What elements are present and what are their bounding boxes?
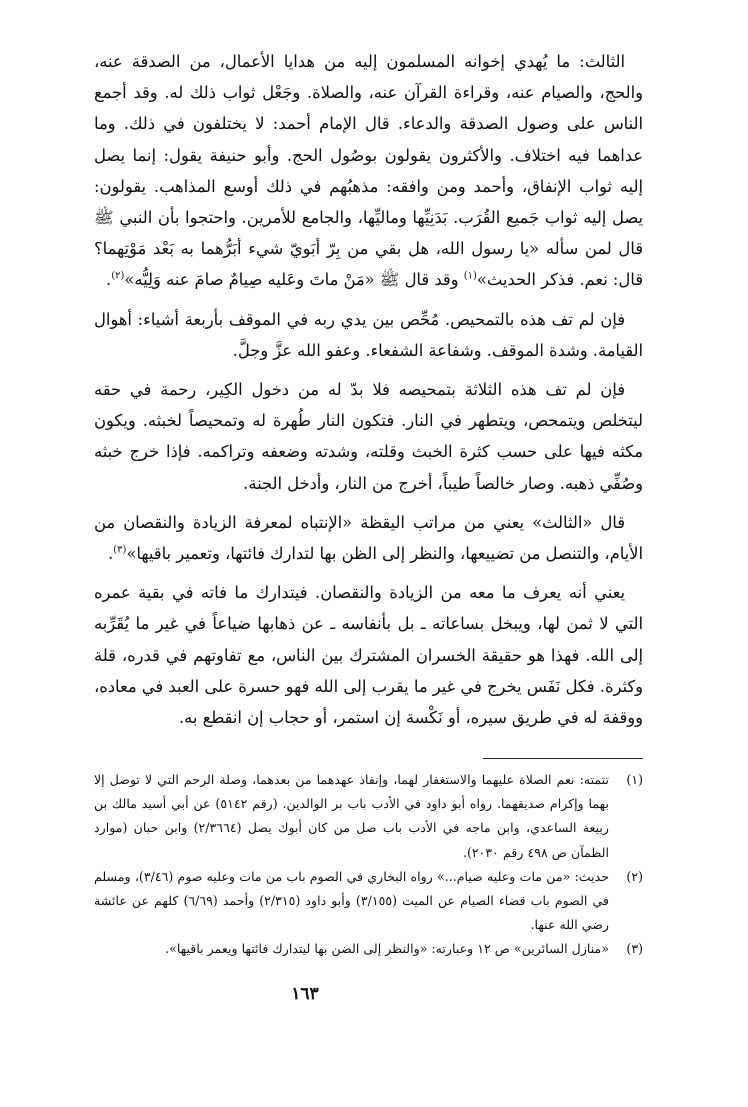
- footnote-number: (٣): [626, 941, 643, 957]
- footnote-divider: [483, 758, 643, 759]
- paragraph-3: فإن لم تف هذه الثلاثة بتمحيصه فلا بدّ له من دخول الكِير، رحمة في حقه ليتخلص ويتمحص، ويتطهر في النار. فتكون النار طُهرة له وتمحيصاً لخبثه. ويكون مكثه فيها على حسب كثرة الخبث وقلته، وشدته وضعفه وتراكمه. فإذا خرج خبثه وصُفِّي ذهبه. وصار خالصاً طيباً، أخرج من النار، وأدخل الجنة.: [94, 380, 643, 493]
- page-number: ١٦٣: [291, 984, 319, 1004]
- footnote-ref-2: (٢): [111, 271, 125, 282]
- paragraph-4: [94, 507, 643, 569]
- paragraph-4-end: .: [108, 544, 114, 564]
- paragraph-4-text: قال «الثالث» يعني من مراتب اليقظة «الإنتباه لمعرفة الزيادة والنقصان من الأيام، والتنصل من تضييعها، والنظر إلى الظن بها لتدارك فائتها، وتعمير باقيها»: [94, 512, 643, 564]
- main-text: [94, 46, 643, 741]
- paragraph-2: فإن لم تف هذه بالتمحيص. مُحِّص بين يدي ربه في الموقف بأربعة أشياء: أهوال القيامة. وشدة الموقف. وشفاعة الشفعاء. وعفو الله عزَّ وجلَّ.: [94, 309, 643, 360]
- footnote-number: (١): [626, 772, 643, 787]
- footnote-3: [94, 937, 643, 961]
- footnote-2: [94, 865, 643, 938]
- paragraph-1: [94, 46, 643, 296]
- footnote-ref-1: (١): [463, 271, 477, 282]
- footnote-ref-3: (٣): [113, 544, 127, 556]
- paragraph-1-end: .: [106, 270, 112, 290]
- footnotes: [94, 768, 643, 962]
- footnote-1: [94, 768, 643, 865]
- footnote-text: حديث: «من مات وعليه صيام...» رواه البخاري في الصوم باب من مات وعليه صوم (٣/٤٦)، ومسلم في الصوم باب قضاء الصيام عن الميت (٣/١٥٥) وأبو داود (٢/٣١٥) وأحمد (٦/٦٩) كلهم عن عائشة رضي الله عنها.: [94, 868, 609, 933]
- paragraph-1-text: الثالث: ما يُهدي إخوانه المسلمون إليه من هدايا الأعمال، من الصدقة عنه، والحج، والصيام عنه، وقراءة القرآن عنه، والصلاة. وجَعْل ثواب ذلك له. وقد أجمع الناس على وصول الصدقة والدعاء. قال الإمام أحمد: لا يختلفون في ذلك. وما عداهما فيه اختلاف. والأكثرون يقولون بوصُول الحج. وأبو حنيفة يقول: إنما يصل إليه ثواب الإنفاق، وأحمد ومن وافقه: مذهبُهم في ذلك أوسع المذاهب. يقولون: يصل إليه ثواب جَميع القُرَب. بَدَنِيِّها وماليِّها، والجامع للأمرين. واحتجوا بأن النبي ﷺ قال لمن سأله «يا رسول الله، هل بقي من بِرّ أبَويّ شيء أبَرُّهما به بَعْد مَوْتِهما؟ قال: نعم. فذكر الحديث»: [94, 52, 643, 290]
- paragraph-5: يعني أنه يعرف ما معه من الزيادة والنقصان. فيتدارك ما فاته في بقية عمره التي لا ثمن لها، ويبخل بساعاته ـ بل بأنفاسه ـ عن ذهابها ضياعاً في غير ما يُقَرِّبه إلى الله. فهذا هو حقيقة الخسران المشترك بين الناس، مع تفاوتهم في قدره، قلة وكثرة. فكل نَفَس يخرج في غير ما يقرب إلى الله فهو حسرة على العبد في معاده، ووقفة له في طريق سيره، أو نَكْسة إن استمر، أو حجاب إن انقطع به.: [94, 583, 643, 728]
- footnote-text: تتمته: نعم الصلاة عليهما والاستغفار لهما، وإنفاذ عهدهما من بعدهما، وصلة الرحم التي لا توصل إلا بهما وإكرام صديقهما. رواه أبو داود في الأدب باب بر الوالدين. (رقم ٥١٤٢) عن أبي أسيد مالك بن ربيعة الساعدي، وابن ماجه في الأدب باب صل من كان أبوك يصل (٢/٣٦٦٤) وابن حبان (موارد الظمآن ص ٤٩٨ رقم ٢٠٣٠).: [94, 772, 609, 860]
- footnote-number: (٢): [626, 868, 643, 884]
- footnote-text: «منازل السائرين» ص ١٢ وعبارته: «والنظر إلى الضن بها ليتدارك فائتها ويعمر باقيها».: [165, 941, 609, 957]
- paragraph-1-tail: وقد قال ﷺ «مَنْ ماتَ وعَليه صِيامٌ صامَ عنه وَلِيُّه»: [124, 270, 459, 290]
